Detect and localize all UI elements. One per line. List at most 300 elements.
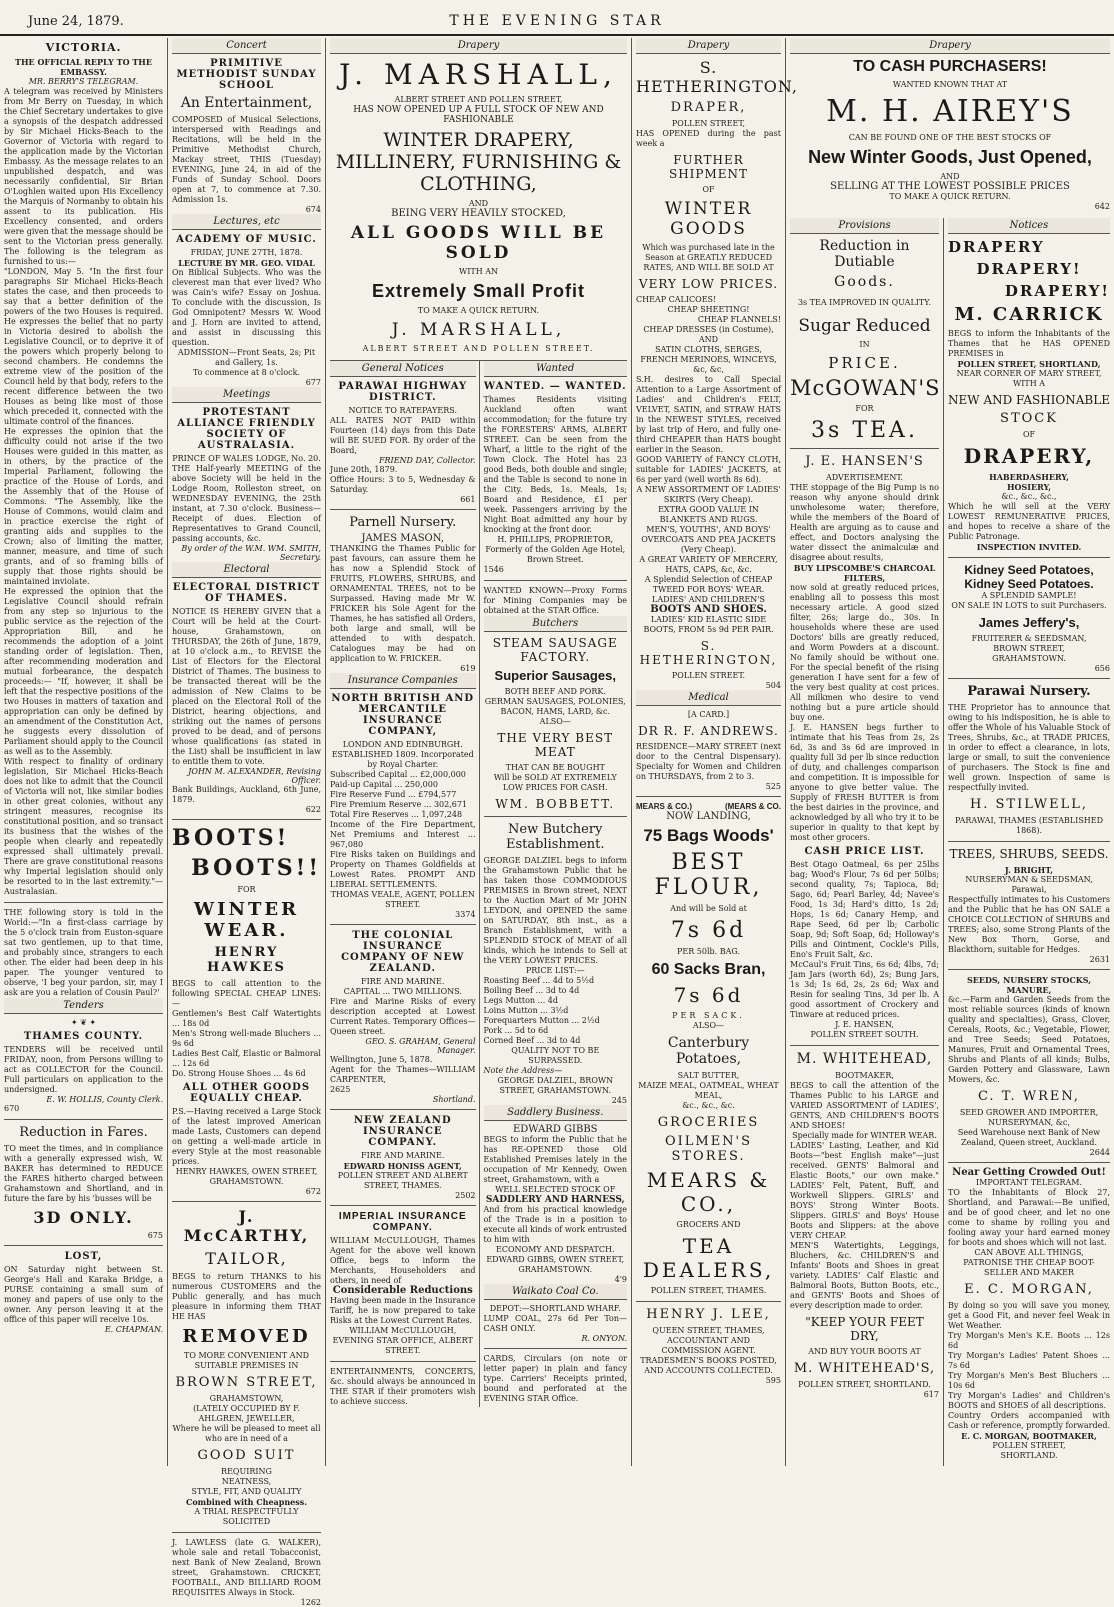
marshall-address-2: ALBERT STREET AND POLLEN STREET. [362, 344, 595, 353]
carrick-name: M. CARRICK [954, 304, 1104, 325]
hh-text: BEGS to call attention to the following SPECIAL CHEAP LINES:— [172, 979, 321, 1008]
above-all: CAN ABOVE ALL THINGS, [974, 1248, 1084, 1257]
list-item: CHEAP CALICOES! [636, 295, 717, 304]
phd-num: 661 [460, 495, 476, 504]
hansen-text-2: now sold at greatly reduced prices, enabling all to possess this most necessary article. A good sized filter, 26s; large do., 30s. In households where these are used Doctors' bills are greatly reduced, and Worm Powders at a discount. No family should be without one. For the special benefit of the rising generation I have sent for a few of the very best quality at cost prices. All milkmen who desire to vend nothing but a pure article should buy one. [790, 583, 939, 722]
whitehead-text: BEGS to call the attention of the Thames Public to his LARGE and VARIED ASSORTMENT of LADIES', GENTS, AND CHILDREN'S BOOTS AND SHOES! [790, 1081, 939, 1130]
on-sale: ON SALE IN LOTS to suit Purchasers. [951, 601, 1107, 610]
waikato-depot: DEPOT:—SHORTLAND WHARF. [489, 1304, 621, 1313]
sold-at: And will be Sold at [670, 904, 747, 913]
list-item: Gentlemen's Best Calf Watertights ... 18s 0d [172, 1009, 321, 1028]
of-label: OF [702, 185, 715, 194]
wren-name: C. T. WREN, [977, 1089, 1081, 1104]
fares-text: TO meet the times, and in compliance with a generally expressed wish, W. BAKER has determined to REDUCE the FARES hitherto charged between Grahamstown and Shortland, and in future the fare by his 'busses will be [4, 1144, 163, 1203]
fruiterer: FRUITERER & SEEDSMAN, [971, 634, 1087, 643]
card-label: [A CARD.] [687, 710, 730, 719]
parnell-title: Parnell Nursery. [349, 515, 457, 530]
carrick-text: BEGS to inform the Inhabitants of the Thames that he HAS OPENED PREMISES in [948, 329, 1110, 358]
whitehead-text-2: LADIES' Lasting, Leather, and Kid Boots—"best English make"—just received. GENTS' Balmoral and Elastic Boots," our own make." LADIES' Felt, Patent, Buff, and Workwell Slippers. GIRLS' and BOYS' Strong Winter Boots. Slippers. GIRLS' and Boys' House Boots and Slippers: at the above VERY CHEAP. [790, 1141, 939, 1240]
nbe-signature: GEORGE DALZIEL, BROWN STREET, GRAHAMSTOWN. [497, 1076, 614, 1095]
phd-text: ALL RATES NOT PAID within Fourteen (14) days from this Date will BE SUED FOR. By order of the Board, [330, 416, 476, 455]
list-item: Total Fire Reserves ... 1,097,248 [330, 810, 463, 819]
article-p3: He expresses the opinion that the difficulty could not arise if the two Houses were guided in this matter, as in others, by the practice of the Imperial Parliament, following the practice of the House of Lords, and the Assembly that of the House of Commons. "The Assembly, like the House of Commons, would claim and in practice exercise the right of granting aids and supplies to the Crown; also of limiting the matter, manner, measure, and time of such grants, and of so framing bills of supply that those rights should be maintained inviolate. [4, 427, 163, 586]
academy-time: To commence at 8 o'clock. [192, 368, 301, 377]
list-item: Ladies Best Calf, Elastic or Balmoral ... 12s 6d [172, 1049, 321, 1068]
gibbs-name: EDWARD GIBBS [512, 1124, 598, 1135]
edist-signature: JOHN M. ALEXANDER, Revising Officer. [188, 767, 321, 785]
tweed: A Splendid Selection of CHEAP TWEED FOR BOYS' WEAR. [644, 575, 773, 594]
cash-price-text: Best Otago Oatmeal, 6s per 25lbs bag; Wood's Flour, 7s 6d per 50lbs; second quality, 7s; Tapioca, 8d; Sago, 6d; Pearl Barley, 4d; Navee's Food, 1s 3d; Hard's ditto, 1s 2d; Hops, 1s 6d; Canary Hemp, and Rape Seed, 6d per lb; Carbolic Soap, 9d; Soft Soap, 6d; Holloway's Pills and Ointment, Cockle's Pills, Eno's Fruit Salt, &c. [790, 860, 939, 959]
all-goods: ALL GOODS WILL BE SOLD [350, 223, 607, 263]
whitehead-name: M. WHITEHEAD, [796, 1051, 933, 1067]
ssf-title: STEAM SAUSAGE FACTORY. [492, 636, 618, 664]
list-item: Try Morgan's Men's Best Bluchers ... 10s 6d [948, 1371, 1110, 1390]
drapery-2: DRAPERY! [976, 260, 1082, 278]
tender-num: 670 [4, 1104, 20, 1113]
patronise: PATRONISE THE CHEAP BOOT- [963, 1258, 1095, 1267]
colonial-agent: Agent for the Thames—WILLIAM CARPENTER, [330, 1065, 476, 1084]
ent-text: COMPOSED of Musical Selections, interspersed with Readings and Recitations, will be held in the Primitive Methodist Church, Mackay street, THIS (Tuesday) EVENING, June 24, in aid of the Funds of Sunday School. Doors open at 7, to commence at 7.30. Admission 1s. [172, 115, 321, 204]
new-winter-goods: New Winter Goods, Just Opened, [808, 147, 1092, 167]
three-tea: 3s TEA IMPROVED IN QUALITY. [797, 298, 932, 307]
subhead: MR. BERRY'S TELEGRAM. [28, 77, 139, 86]
wanted-known: WANTED KNOWN—Proxy Forms for Mining Companies may be obtained at the STAR Office. [483, 586, 627, 615]
thames-county: THAMES COUNTY. [23, 1031, 144, 1042]
colonial-title: THE COLONIAL INSURANCE COMPANY OF NEW ZEALAND. [341, 930, 465, 974]
issue-date: June 24, 1879. [28, 14, 124, 29]
list-item: Fire Reserve Fund ... £794,577 [330, 790, 457, 799]
seller-maker: SELLER AND MAKER [984, 1268, 1074, 1277]
mcc-where: Where he will be pleased to meet all who are in need of a [172, 1424, 321, 1443]
important-telegram: IMPORTANT TELEGRAM. [976, 1178, 1082, 1187]
wanted-header: Wanted [484, 361, 628, 377]
marshall-text: HAS NOW OPENED UP A FULL STOCK OF NEW AND FASHIONABLE [353, 105, 604, 125]
article-p4: He expressed the opinion that the Legislative Council should refrain from any step so injurious to the public service as the rejection of the Appropriation Bill, and he recommends the adoption of a joint standing order of legislation. Then, after recommending moderation and mutual forbearance, the despatch proceeds:— "If, however, it shall be left that the respective positions of the two Houses in matters of taxation and appropriation can only be defined by an amendment of the Constitution Act, he suggests every dissolution of Parliament should apply to the Council as well as to the Assembly. [4, 587, 163, 756]
lawless-num: 1262 [300, 1598, 321, 1607]
gibbs-text-2: And from his practical knowledge of the Trade is in a position to execute all kinds of work entrusted to him with [483, 1205, 627, 1244]
wanted-text: Thames Residents visiting Auckland often want accommodation; for the future try the FORESTERS' ARMS, ALBERT STREET. Can be seen from the Wharf, a little to the right of the Town Clock. The Hotel has 23 good Beds, both double and single; and the Table is second to none in the City. Beds, 1s. Meals, 1s; Board and Residence, £1 per week. Passengers arriving by the Night Boat admitted any hour by knocking at the front door. [483, 395, 627, 534]
mcc-late: (LATELY OCCUPIED BY F. AHLGREN, JEWELLER, [193, 1404, 300, 1423]
now-landing: NOW LANDING, [666, 811, 751, 822]
list-item: Paid-up Capital ... 250,000 [330, 780, 438, 789]
best-flour: BEST FLOUR, [654, 850, 763, 900]
imperial-address: EVENING STAR OFFICE, ALBERT STREET. [332, 1336, 473, 1355]
butchers-header: Butchers [484, 616, 628, 632]
list-item: Pork ... 5d to 6d [483, 1026, 549, 1035]
nb-established: ESTABLISHED 1809. Incorporated by Royal Charter. [331, 750, 474, 769]
wren-title: SEED GROWER AND IMPORTER, [959, 1108, 1099, 1117]
list-item: Loins Mutton ... 3½d [483, 1006, 569, 1015]
wanted-num: 1546 [483, 565, 504, 574]
list-item: Forequarters Mutton ... 2½d [483, 1016, 600, 1025]
colonial-date: Wellington, June 5, 1878. [330, 1055, 433, 1064]
carrick-near: NEAR CORNER OF MARY STREET, [956, 369, 1102, 378]
mears-left: MEARS & CO.) [636, 802, 692, 811]
insurance-header: Insurance Companies [330, 673, 476, 689]
ent-title: An Entertainment, [180, 95, 313, 111]
tea-address: POLLEN STREET, THAMES. [650, 1286, 767, 1295]
jmason-name: JAMES MASON, [361, 533, 445, 544]
cheap-list [636, 295, 781, 375]
colonial-fm: FIRE AND MARINE. [361, 977, 445, 986]
andrews-text: RESIDENCE—MARY STREET (next door to the Central Dispensary). Specialty for Women and Children on THURSDAYS, from 2 to 3. [636, 742, 781, 781]
bright-name: J. BRIGHT, [1004, 865, 1054, 875]
in-label: IN [859, 340, 870, 349]
stock-label: STOCK [1000, 411, 1058, 426]
grahamstown: GRAHAMSTOWN. [992, 654, 1066, 663]
column-2 [168, 38, 326, 1607]
sacks-bran: 60 Sacks Bran, [651, 961, 766, 978]
colonial-signature: GEO. S. GRAHAM, General Manager. [365, 1037, 476, 1055]
hh-num: 672 [305, 1187, 321, 1196]
pollen-street: POLLEN STREET, [671, 119, 746, 128]
further-shipment: FURTHER SHIPMENT [668, 153, 749, 181]
seeds-stocks: SEEDS, NURSERY STOCKS, MANURE, [967, 975, 1091, 995]
morgan-list [948, 1331, 1110, 1411]
and-label: AND [468, 199, 489, 208]
boots-2: BOOTS!! [191, 855, 321, 881]
wren-num: 2644 [1089, 1148, 1110, 1157]
saddlery-header: Saddlery Business. [484, 1105, 628, 1121]
three-s-tea: 3s TEA. [811, 418, 918, 443]
gibbs-signature: EDWARD GIBBS, OWEN STREET, GRAHAMSTOWN. [486, 1255, 625, 1274]
drapery-header-3: Drapery [790, 38, 1110, 54]
bootmaker: BOOTMAKER, [835, 1071, 894, 1080]
column-5 [786, 218, 944, 1466]
list-item: Boiling Beef ... 3d to 4d [483, 986, 580, 995]
crest-icon: ✦ ❦ ✦ [70, 1018, 97, 1027]
hetherington-text-2: Which was purchased late in the Season at GREATLY REDUCED RATES, AND WILL BE SOLD AT [642, 243, 775, 272]
article-p2: "LONDON, May 5. "In the first four paragraphs Sir Michael Hicks-Beach states the case, and then proceeds to say that a better definition of the powers of the two Houses is required. He expresses the belief that no party in Victoria desired to abolish the Legislative Council, or to deprive it of the powers which properly belong to second chambers. He condemns the extreme view of the position of the Council held by that body, refers to the recent difference between the two Houses as being like most of those which preceded it, connected with the ultimate control of the finances. [4, 267, 163, 426]
morgan-name: E. C. MORGAN, [964, 1282, 1094, 1297]
etc-line: &c., &c., &c. [682, 1101, 735, 1110]
trees-shrubs-seeds: TREES, SHRUBS, SEEDS. [949, 847, 1109, 861]
inspection-invited: INSPECTION INVITED. [976, 542, 1082, 552]
nbe-price-list-label: PRICE LIST:— [525, 966, 585, 975]
general-notices-header: General Notices [330, 361, 476, 377]
medical-header: Medical [636, 690, 781, 706]
pa-title: PROTESTANT ALLIANCE FRIENDLY SOCIETY OF AUSTRALASIA. [177, 407, 316, 451]
waikato-text: LUMP COAL, 27s 6d Per Ton—CASH ONLY. [483, 1314, 627, 1333]
nbe-price-list [484, 976, 628, 1046]
drapery-header: Drapery [330, 38, 627, 54]
price-2: 7s 6d [673, 983, 744, 1007]
hh-address: HENRY HAWKES, OWEN STREET, GRAHAMSTOWN. [175, 1167, 318, 1186]
overcoats: MEN'S, YOUTHS', AND BOYS' OVERCOATS AND PEA JACKETS (Very Cheap). [641, 525, 776, 554]
new-skirts: A NEW ASSORTMENT OF LADIES' SKIRTS (Very Cheap). [636, 485, 781, 504]
mcc-text: BEGS to return THANKS to his numerous CUSTOMERS and the Public generally, and has much pleasure in informing them THAT HE HAS [172, 1272, 321, 1321]
hansen-adv: ADVERTISEMENT. [825, 473, 904, 482]
hh-name: HENRY HAWKES [207, 945, 286, 975]
lawless-text: J. LAWLESS (late G. WALKER), whole sale and retail Tobacconist, next Bank of New Zealand, Brown street, Grahamstown. CRICKET, FOOTBALL, AND BILLIARD ROOM REQUISITES Always in Stock. [172, 1538, 321, 1597]
column-4 [632, 38, 798, 1466]
new-fashionable: NEW AND FASHIONABLE [948, 393, 1110, 407]
salt-butter: SALT BUTTER, [677, 1071, 740, 1080]
parnell-text: THANKING the Thames Public for past favours, can assure them he has now a Splendid Stock of FRUITS, FLOWERS, SHRUBS, and ORNAMENTAL TREES, not to be Surpassed. Having made Mr W. FRICKER his Sole Agent for the Thames, he has satisfied all Orders, both large and small, will be attended to with despatch. Catalogues may be had on application to W. FRICKER. [330, 544, 476, 663]
wren-address: Seed Warehouse next Bank of New Zealand, Queen street, Auckland. [957, 1128, 1101, 1147]
haberdashery: HABERDASHERY, [989, 472, 1069, 482]
best-meat-3: Will be SOLD AT EXTREMELY LOW PRICES FOR CASH. [493, 773, 617, 792]
list-item: CHEAP DRESSES (in Costume), AND [643, 325, 774, 344]
nb-text: Fire Risks taken on Buildings and Property on Thames Goldfields at Lowest Rates. PROMPT AND LIBERAL SETTLEMENTS. [330, 850, 476, 889]
with-label-6: WITH A [1012, 379, 1045, 388]
nzi-address: POLLEN STREET AND ALBERT STREET, THAMES. [337, 1171, 468, 1190]
wanted-known: WANTED KNOWN THAT AT [892, 80, 1008, 89]
splendid-sample: A SPLENDID SAMPLE! [981, 591, 1077, 600]
electoral-header: Electoral [172, 562, 321, 578]
maize-meal: MAIZE MEAL, OATMEAL, WHEAT [638, 1081, 779, 1090]
reduction-dutiable: Reduction in Dutiable [819, 238, 910, 270]
list-item: Legs Mutton ... 4d [483, 996, 558, 1005]
lee-text: ACCOUNTANT AND COMMISSION AGENT. [661, 1336, 756, 1355]
nb-finance-list [330, 770, 476, 850]
article-p1: A telegram was received by Ministers from Mr Berry on Tuesday, in which the Chief Secretary undertakes to give a synopsis of the despatch addressed by Sir Michael Hicks-Beach to the Governor of Victoria with regard to the application made by the Victorian Embassy. As the message relates to an unpublished despatch, and was necessarily confidential, Sir Brian O'Loghlen waited upon His Excellency the Marquis of Normanby to obtain his assent to its publication. His Excellency consented, and orders were given that the message should be sent to the Victorian press generally. The following is the telegram as furnished to us:— [4, 87, 163, 266]
bright-address: Parawai, [1011, 885, 1047, 894]
lost-head: LOST, [64, 1251, 103, 1262]
airey-text: CAN BE FOUND ONE OF THE BEST STOCKS OF [848, 133, 1052, 142]
hetherington-text-4: GOOD VARIETY of FANCY CLOTH, suitable for LADIES' JACKETS, at 6s per yard (well worth 8s 6d). [636, 455, 781, 484]
headline: THE OFFICIAL REPLY TO THE EMBASSY. [15, 57, 152, 77]
list-item: Roasting Beef ... 4d to 5½d [483, 976, 595, 985]
with-label: WITH AN [458, 267, 498, 276]
edist-num: 622 [305, 805, 321, 814]
groceries: GROCERIES [657, 1115, 760, 1130]
good-suit: GOOD SUIT [197, 1448, 296, 1463]
andrews-name: DR R. F. ANDREWS. [638, 724, 779, 738]
nzi-agent: EDWARD HONISS AGENT, [343, 1161, 462, 1171]
two-col-row [330, 360, 627, 1407]
gibbs-num: 4'9 [614, 1275, 627, 1284]
lost-signature: E. CHAPMAN. [104, 1325, 163, 1334]
airey-banner [786, 38, 1114, 218]
section-victoria: VICTORIA. [45, 41, 122, 54]
pa-signature: By order of the W.M. WM. SMITH, Secretary. [181, 544, 321, 562]
column-1 [0, 38, 168, 1466]
mercery: A GREAT VARIETY OF MERCERY, HATS, CAPS, &c, &c. [639, 555, 778, 574]
hh-price-list [172, 1009, 321, 1079]
column-3 [326, 38, 632, 1466]
academy-text: On Biblical Subjects. Who was the cleverest man that ever lived? Who was Cain's wife? Essay on Joshua. To conclude with the discussion, Is God Omnipotent? Messrs W. Wood and J. Horn are invited to attend, and assist in discussing this question. [172, 268, 321, 347]
mcc-street: BROWN STREET, [175, 1375, 318, 1390]
neatness: NEATNESS, [221, 1477, 272, 1486]
colonial-text: Fire and Marine Risks of every description accepted at Lowest Current Rates. Temporary Offices—Queen street. [330, 997, 476, 1036]
phd-date: June 20th, 1879. [330, 465, 398, 474]
trial: A TRIAL RESPECTFULLY SOLICITED [194, 1507, 299, 1526]
imperial-reductions: Considerable Reductions [332, 1285, 473, 1296]
list-item: Subscribed Capital ... £2,000,000 [330, 770, 466, 779]
list-item: Try Morgan's Ladies' and Children's BOOTS and SHOES of all descriptions. [948, 1391, 1110, 1410]
tailor: TAILOR, [205, 1249, 288, 1268]
winter-goods: WINTER GOODS [664, 199, 753, 239]
cash-purchasers: TO CASH PURCHASERS! [853, 58, 1047, 75]
heavy-stock: BEING VERY HEAVILY STOCKED, [391, 208, 566, 219]
nbe-note: Note the Address— [483, 1066, 563, 1075]
colonial-shortland: Shortland. [432, 1095, 476, 1104]
superior-sausages: Superior Sausages, [494, 668, 616, 683]
cards-notice: CARDS, Circulars (on note or letter paper) in plain and fancy type. Carriers' Receipts printed, bound and perforated at the EVENING STAR Office. [483, 1354, 627, 1403]
masthead [0, 0, 1114, 36]
bright-num: 2631 [1089, 955, 1110, 964]
list-item: Try Morgan's Ladies' Patent Shoes ... 7s 6d [948, 1351, 1110, 1370]
imperial-title: IMPERIAL INSURANCE COMPANY. [338, 1211, 467, 1233]
also-label-2: ALSO— [692, 1021, 725, 1030]
whitehead-special: Specially made for WINTER WEAR. [792, 1131, 937, 1140]
boots-shoes: BOOTS AND SHOES. [650, 604, 767, 615]
stilwell-name: H. STILWELL, [969, 797, 1089, 812]
carrick-text-2: Which he will sell at the VERY LOWEST REMUNERATIVE PRICES, and hopes to receive a share of the Public Patronage. [948, 502, 1110, 541]
keep-feet-dry: "KEEP YOUR FEET DRY, [805, 1315, 924, 1343]
near-crowded: Near Getting Crowded Out! [952, 1167, 1106, 1178]
nzi-num: 2502 [455, 1191, 476, 1200]
list-item: SATIN CLOTHS, SERGES, FRENCH MERINOES, WINCEYS, &c, &c, [640, 345, 777, 374]
wanted-signature: H. PHILLIPS, PROPRIETOR, Formerly of the Golden Age Hotel, Brown Street. [485, 535, 626, 564]
whitehead-address: POLLEN STREET, SHORTLAND. [798, 1380, 931, 1389]
whitehead-text-3: MEN'S Watertights, Leggings, Bluchers, &c. CHILDREN'S and Infants' Boots and Shoes in great variety. LADIES' Calf Elastic and Balmoral Boots, Button Boots, etc., and GENTS' Boots and Shoes of every description made to order. [790, 1241, 939, 1310]
list-item: Fire Premium Reserve ... 302,671 [330, 800, 468, 809]
lipscombe: BUY LIPSCOMBE'S CHARCOAL FILTERS, [793, 563, 936, 583]
marshall-address: ALBERT STREET AND POLLEN STREET, [394, 95, 563, 104]
bobbett-name: WM. BOBBETT. [495, 797, 616, 811]
morgan-address-2: POLLEN STREET, [992, 1441, 1066, 1450]
cash-price-text-2: McCaul's Fruit Tins, 6s 6d; 4lbs, 7d; Jam Jars (worth 6d), 2s; Bung Jars, 1s 3d; 1s 6d, 2s, 2s 6d; Wax and Resin for sealing Tins, 3d per lb. A good assortment of Crockery and Tinware at reduced prices. [790, 960, 939, 1019]
hetherington-name-2: S. HETHERINGTON, [639, 639, 778, 667]
fares-head: Reduction in Fares. [19, 1125, 148, 1140]
tea-dealers: TEA DEALERS, [642, 1234, 775, 1282]
nbe-num: 245 [611, 1096, 627, 1105]
morgan-address-3: SHORTLAND. [1000, 1451, 1058, 1460]
list-item: CHEAP FLANNELS! [697, 315, 781, 324]
parnell-num: 619 [460, 664, 476, 673]
brown-street: BROWN STREET, [993, 644, 1065, 653]
bright-text: Respectfully intimates to his Customers and the Public that he has ON SALE a CHOICE COLLECTION of SHRUBS and TREES; also, some Strong Plants of the New Box Thorn, Gorse, and Blackthorn, suitable for Hedges. [948, 895, 1110, 954]
edist-text: NOTICE IS HEREBY GIVEN that a Court will be held at the Court-house, Grahamstown, on THURSDAY, the 26th of June, 1879, at 10 o'clock a.m., to REVISE the List of Electors for the Electoral District of Thames. The business to be transacted thereat will be the admission of New Claims to be placed on the Electoral Roll of the District, hearing objections, and striking out the names of persons proved to be dead, and of persons whose qualifications (as stated in the List) shall be insufficient in law to entitle them to vote. [172, 607, 321, 766]
hansen-text-3: J. E. HANSEN begs further to intimate that his Teas from 2s, 2s 6d, 3s and 3s 6d are improved in quality full 3d per lb since reduction of duty, and challenges comparison and competition. It is impossible for anyone to give better value. The Supply of FRESH BUTTER is from the best dairies in the province, and acknowledged by all who try it to be superior in quality to that kept by most other grocers. [790, 723, 939, 842]
hh-ps: P.S.—Having received a Large Stock of the latest improved American made Lasts, Customers can depend on getting a well-made article in every Style at the most reasonable prices. [172, 1107, 321, 1166]
very-low-prices: VERY LOW PRICES. [638, 277, 779, 291]
lee-foot: TRADESMEN'S BOOKS POSTED, AND ACCOUNTS COLLECTED. [640, 1356, 777, 1375]
hansen-address: POLLEN STREET SOUTH. [810, 1030, 919, 1039]
mears-right: (MEARS & CO. [725, 802, 781, 811]
gibbs-economy: ECONOMY AND DESPATCH. [495, 1245, 615, 1254]
ladies-children: LADIES' AND CHILDREN'S [652, 595, 765, 604]
nb-num: 3374 [455, 910, 476, 919]
airey-name: M. H. AIREY'S [826, 94, 1074, 129]
tender-text: TENDERS will be received until FRIDAY, noon, from Persons willing to act as COLLECTOR for the Council. Full particulars on application to the undersigned. [4, 1045, 163, 1094]
removed: REMOVED [182, 1326, 311, 1347]
drapery-3: DRAPERY! [1004, 282, 1110, 300]
edist-title: ELECTORAL DISTRICT OF THAMES. [172, 582, 321, 604]
hetherington-address-2: POLLEN STREET. [671, 671, 746, 680]
gibbs-text: BEGS to inform the Public that he has RE-OPENED those Old Established Premises lately in the occupation of Mr Kennedy, Owen street, Grahamstown, with a [483, 1135, 627, 1184]
nb-title: NORTH BRITISH AND MERCANTILE INSURANCE COMPANY, [331, 693, 475, 737]
waikato-header: Waikato Coal Co. [484, 1284, 628, 1300]
hansen-name: J. E. HANSEN'S [805, 454, 924, 469]
meal: MEAL, [694, 1091, 723, 1100]
hetherington-text-3: S.H. desires to Call Special Attention to a Large Assortment of Ladies' and Children's FELT, VELVET, SATIN, and STRAW HATS in the NEWEST STYLES, received by last trip of Hero, and fully one-third CHEAPER than HATS bought earlier in the Season. [636, 375, 781, 454]
provisions-header: Provisions [790, 218, 939, 234]
sugar-reduced: Sugar Reduced [798, 316, 931, 336]
nbe-text: GEORGE DALZIEL begs to inform the Grahamstown Public that he has taken those COMMODIOUS PREMISES in Brown street, NEXT to the Auction Mart of Mr JOHN LEYDON, and OPENED the same on SATURDAY, 8th inst., as a Branch Establishment, with a SPLENDID STOCK of MEAT of all kinds, which he intends to Sell at the VERY LOWEST PRICES. [483, 856, 627, 965]
lee-address: QUEEN STREET, THAMES, [652, 1326, 765, 1335]
lectures-header: Lectures, etc [172, 214, 321, 230]
nb-signature: THOMAS VEALE, AGENT, POLLEN STREET. [330, 890, 475, 909]
phd-notice: NOTICE TO RATEPAYERS. [348, 406, 458, 415]
pa-lodge: PRINCE OF WALES LODGE, No. 20. [172, 454, 321, 463]
list-item: CHEAP SHEETING! [667, 305, 750, 314]
wren-title-2: NURSERYMAN, &c, [988, 1118, 1070, 1127]
mcc-name: J. McCARTHY, [183, 1207, 310, 1245]
parawai-thames: PARAWAI, THAMES (ESTABLISHED 1868). [954, 816, 1104, 835]
mcc-to: TO MORE CONVENIENT AND SUITABLE PREMISES IN [184, 1351, 309, 1370]
imperial-text-2: Having been made in the Insurance Tariff, he is now prepared to take Risks at the Lowest Current Rates. [330, 1296, 476, 1325]
goods-label: Goods. [834, 274, 895, 290]
gibbs-saddlery: SADDLERY AND HARNESS, [485, 1195, 625, 1205]
whitehead-name-2: M. WHITEHEAD'S, [793, 1361, 936, 1376]
marshall-winter: WINTER DRAPERY, MILLINERY, FURNISHING & CLOTHING, [335, 129, 622, 195]
tender-signature: E. W. HOLLIS, County Clerk. [46, 1095, 163, 1104]
andrews-num: 525 [765, 782, 781, 791]
draper: DRAPER, [670, 100, 747, 115]
notices-header: Notices [948, 218, 1110, 234]
small-profit: Extremely Small Profit [371, 281, 586, 301]
of-label-6: OF [1022, 430, 1036, 439]
for-label: FOR [237, 885, 256, 894]
academy-num: 677 [305, 378, 321, 387]
grocers-and: GROCERS AND [676, 1220, 741, 1229]
kidney-2: Kidney Seed Potatoes. [964, 577, 1094, 591]
best-meat-2: THAT CAN BE BOUGHT [505, 763, 605, 772]
per-bag: PER 50lb. BAG. [676, 947, 741, 956]
pm-title: PRIMITIVE METHODIST SUNDAY SCHOOL [176, 58, 317, 91]
sausage-types: BOTH BEEF AND PORK. [504, 687, 606, 696]
subcol-right [484, 361, 628, 1407]
waikato-signature: R. ONYON. [581, 1334, 627, 1343]
drapery-header-2: Drapery [636, 38, 781, 54]
phd-title: PARAWAI HIGHWAY DISTRICT. [338, 381, 468, 403]
lee-num: 595 [765, 1376, 781, 1385]
phd-hours: Office Hours: 3 to 5, Wednesday & Saturday. [330, 475, 476, 494]
for-label-5: FOR [855, 404, 874, 413]
meetings-header: Meetings [172, 387, 321, 403]
quick-return-5: TO MAKE A QUICK RETURN. [889, 192, 1011, 201]
academy-lecture: LECTURE BY MR. GEO. VIDAL [178, 258, 315, 268]
edist-foot: Bank Buildings, Auckland, 6th June, 1879. [172, 785, 321, 804]
style-fit: STYLE, FIT, AND QUALITY [191, 1487, 302, 1496]
hh-other: ALL OTHER GOODS EQUALLY CHEAP. [182, 1082, 311, 1104]
cheapness: Combined with Cheapness. [185, 1497, 308, 1507]
academy-admission: ADMISSION—Front Seats, 2s; Pit and Gallery, 1s. [177, 348, 316, 367]
fares-num: 675 [147, 1231, 163, 1240]
fares-price: 3D ONLY. [33, 1208, 134, 1227]
drapery-4: DRAPERY, [963, 444, 1095, 468]
marshall-name-2: J. MARSHALL, [391, 320, 566, 340]
ent-num: 674 [305, 205, 321, 214]
paper-title: THE EVENING STAR [449, 13, 665, 29]
morgan-text: By doing so you will save you money, get a Good Fit, and never feel Weak in Wet Weather. [948, 1301, 1110, 1330]
hosiery: HOSIERY, [1006, 482, 1051, 492]
per-sack: PER SACK. [672, 1011, 745, 1020]
hansen-text: THE stoppage of the Big Pump is no reason why anyone should drink unwholesome water; therefore, while the members of the Board of Health are arguing as to cause and effect, and Doctors analysing the water dissect the animalculæ and disagree about results, [790, 483, 939, 562]
drapery-1: DRAPERY [948, 238, 1045, 256]
whitehead-num: 617 [923, 1390, 939, 1399]
airey-num: 642 [1094, 202, 1110, 211]
hansen-sig: J. E. HANSEN, [835, 1020, 894, 1029]
seeds-text: &c.—Farm and Garden Seeds from the most reliable sources (kinds of known quality and specialties), Grass, Clover, Cereals, Roots, &c.; Vegetable, Flower, and Tree Seeds; Seed Potatoes, Manures, Fruit and Ornamental Trees, Shrubs and Plants of all kinds; Bulbs, Garden Pottery and Glassware, Lawn Mowers, &c. [948, 995, 1110, 1084]
blankets: EXTRA GOOD VALUE IN BLANKETS AND RUGS. [658, 505, 759, 524]
oilmens-stores: OILMEN'S STORES. [664, 1134, 753, 1164]
lee-name: HENRY J. LEE, [646, 1307, 771, 1322]
also-label: ALSO— [539, 717, 571, 726]
